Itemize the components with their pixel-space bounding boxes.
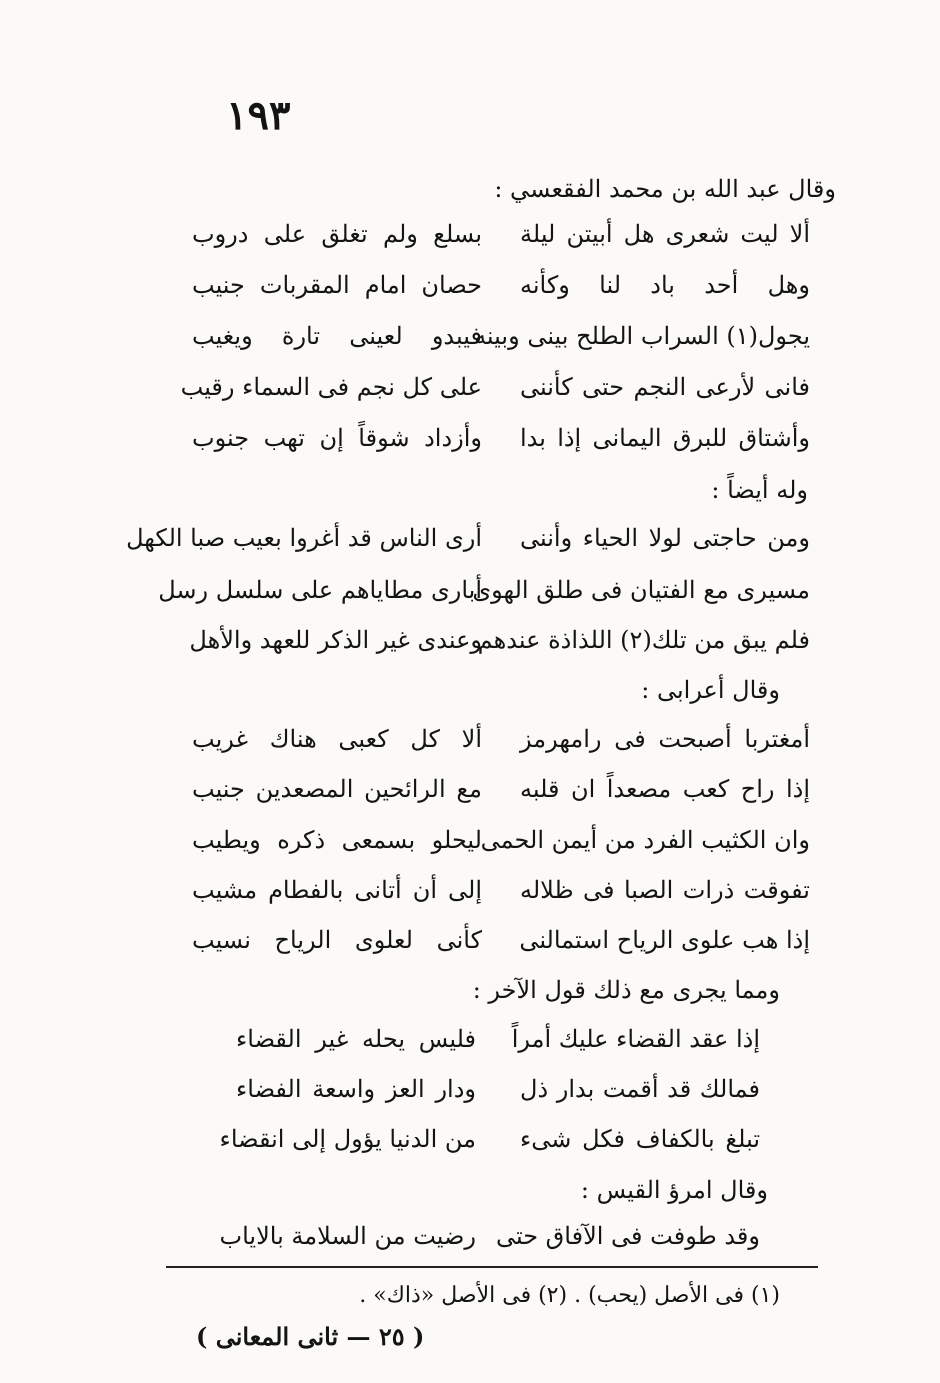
second-hemistich: من الدنيا يؤول إلى انقضاء <box>219 1125 476 1153</box>
heading-arabi: وقال أعرابى : <box>641 676 780 704</box>
verse-line <box>0 424 940 474</box>
verse-line <box>0 775 940 825</box>
second-hemistich: أرى الناس قد أغروا بعيب صبا الكهل <box>126 524 482 552</box>
heading-imru-al-qais: وقال امرؤ القيس : <box>580 1176 768 1204</box>
verse-line <box>0 1025 940 1075</box>
second-hemistich: كأنى لعلوى الرياح نسيب <box>192 926 482 954</box>
verse-line <box>0 576 940 626</box>
second-hemistich: ودار العز واسعة الفضاء <box>236 1075 476 1103</box>
first-hemistich: يجول(١) السراب الطلح بينى وبينه <box>474 322 810 350</box>
first-hemistich: ألا ليت شعرى هل أبيتن ليلة <box>520 220 810 248</box>
heading-also: وله أيضاً : <box>711 476 808 504</box>
first-hemistich: إذا راح كعب مصعداً ان قلبه <box>520 775 810 803</box>
first-hemistich: وقد طوفت فى الآفاق حتى <box>495 1222 760 1250</box>
second-hemistich: فيبدو لعينى تارة ويغيب <box>192 322 482 350</box>
verse-line <box>0 373 940 423</box>
verse-line <box>0 524 940 574</box>
verse-line <box>0 1125 940 1175</box>
footnotes: (١) فى الأصل (يحب) . (٢) فى الأصل «ذاك» . <box>359 1283 780 1308</box>
second-hemistich: وعندى غير الذكر للعهد والأهل <box>189 626 482 654</box>
signature-mark: ( ٢٥ — ثانى المعانى ) <box>196 1322 425 1351</box>
verse-line <box>0 322 940 372</box>
footnote-divider <box>166 1266 818 1268</box>
second-hemistich: رضيت من السلامة بالاياب <box>219 1222 476 1250</box>
second-hemistich: أبارى مطاياهم على سلسل رسل <box>158 576 482 604</box>
first-hemistich: أمغتربا أصبحت فى رامهرمز <box>520 725 810 753</box>
first-hemistich: إذا هب علوى الرياح استمالنى <box>519 926 810 954</box>
verse-line <box>0 926 940 976</box>
first-hemistich: تبلغ بالكفاف فكل شىء <box>520 1125 760 1153</box>
verse-line <box>0 826 940 876</box>
verse-line <box>0 1222 940 1272</box>
second-hemistich: ألا كل كعبى هناك غريب <box>192 725 482 753</box>
first-hemistich: فانى لأرعى النجم حتى كأننى <box>520 373 810 401</box>
second-hemistich: فليس يحله غير القضاء <box>236 1025 476 1053</box>
second-hemistich: ليحلو بسمعى ذكره ويطيب <box>192 826 482 854</box>
verse-line <box>0 271 940 321</box>
verse-line <box>0 1075 940 1125</box>
page-number: ١٩٣ <box>226 92 291 139</box>
first-hemistich: ومن حاجتى لولا الحياء وأننى <box>520 524 810 552</box>
first-hemistich: إذا عقد القضاء عليك أمراً <box>511 1025 760 1053</box>
second-hemistich: على كل نجم فى السماء رقيب <box>180 373 482 401</box>
first-hemistich: فمالك قد أقمت بدار ذل <box>520 1075 760 1103</box>
second-hemistich: بسلع ولم تغلق على دروب <box>192 220 482 248</box>
second-hemistich: مع الرائحين المصعدين جنيب <box>192 775 482 803</box>
verse-line <box>0 725 940 775</box>
first-hemistich: فلم يبق من تلك(٢) اللذاذة عندهم <box>477 626 810 654</box>
first-hemistich: وان الكثيب الفرد من أيمن الحمى <box>480 826 810 854</box>
heading-other: ومما يجرى مع ذلك قول الآخر : <box>472 976 780 1004</box>
first-hemistich: مسيرى مع الفتيان فى طلق الهوى <box>472 576 810 604</box>
verse-line <box>0 626 940 676</box>
second-hemistich: حصان امام المقربات جنيب <box>192 271 482 299</box>
second-hemistich: وأزداد شوقاً إن تهب جنوب <box>192 424 482 452</box>
first-hemistich: تفوقت ذرات الصبا فى ظلاله <box>520 876 810 904</box>
first-hemistich: وهل أحد باد لنا وكأنه <box>520 271 810 299</box>
second-hemistich: إلى أن أتانى بالفطام مشيب <box>192 876 482 904</box>
verse-line <box>0 220 940 270</box>
heading-poet-faqasi: وقال عبد الله بن محمد الفقعسي : <box>494 175 836 203</box>
first-hemistich: وأشتاق للبرق اليمانى إذا بدا <box>520 424 810 452</box>
verse-line <box>0 876 940 926</box>
